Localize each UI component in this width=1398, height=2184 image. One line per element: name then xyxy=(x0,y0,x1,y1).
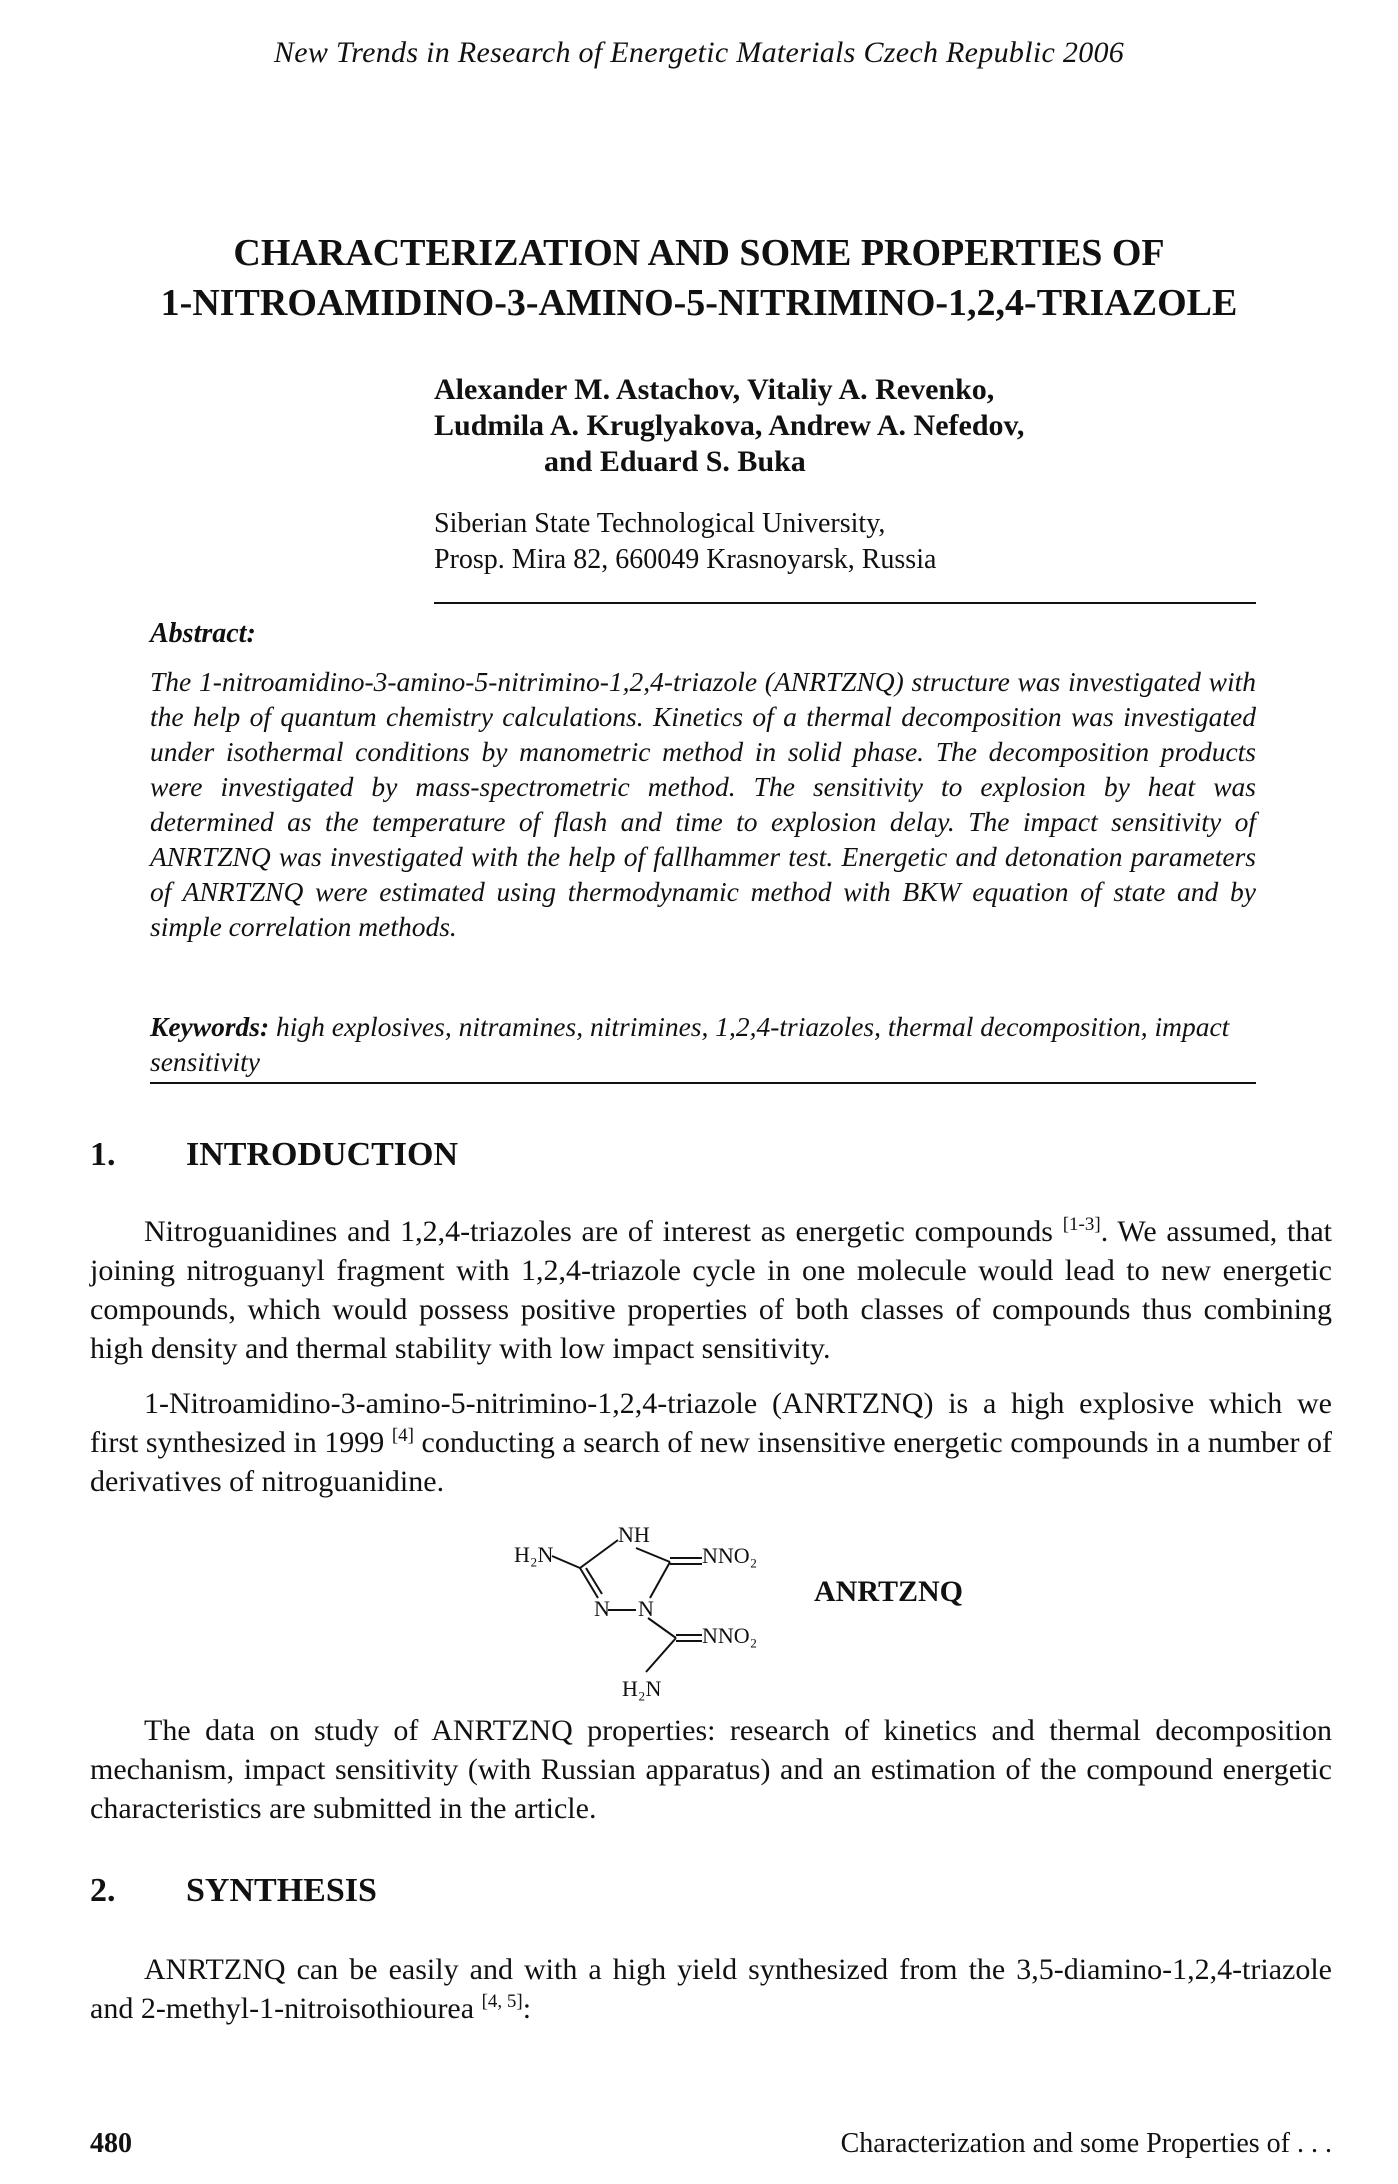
title-line-2: 1-NITROAMIDINO-3-AMINO-5-NITRIMINO-1,2,4-TRIAZOLE xyxy=(160,282,1238,324)
atom-n-ring-left: N xyxy=(594,1596,610,1621)
authors-line-3: and Eduard S. Buka xyxy=(544,445,806,478)
paper-title xyxy=(0,228,1398,328)
molecule-bonds xyxy=(552,1540,702,1672)
intro-p1-text: Nitroguanidines and 1,2,4-triazoles are of interest as energetic compounds xyxy=(144,1215,1063,1248)
running-head: New Trends in Research of Energetic Materials Czech Republic 2006 xyxy=(273,36,1125,69)
intro-p2-text: 1-Nitroamidino-3-amino-5-nitrimino-1,2,4-triazole (ANRTZNQ) is a high explosive which we first synthesized in 1999 xyxy=(90,1387,1332,1459)
atom-h2n-bottom: H₂N xyxy=(622,1676,662,1701)
synthesis-paragraph-1 xyxy=(90,1950,1332,2028)
footer-running-title: Characterization and some Properties of . . . xyxy=(840,2128,1332,2159)
citation-4-5: [4, 5] xyxy=(481,1991,523,2012)
authors xyxy=(434,372,1024,480)
atom-nno2-bottom: NNO₂ xyxy=(702,1623,758,1648)
atom-nh: NH xyxy=(618,1522,650,1547)
section-2-title: SYNTHESIS xyxy=(186,1872,377,1909)
affiliation xyxy=(434,506,936,578)
page-number: 480 xyxy=(90,2128,132,2159)
intro-p1-text-cont: . We assumed, that joining nitroguanyl fragment with 1,2,4-triazole cycle in one molecule would lead to new energetic compounds, which would possess positive properties of both classes of compounds thus combining high density and thermal stability with low impact sensitivity. xyxy=(90,1215,1332,1365)
citation-4: [4] xyxy=(391,1425,414,1446)
keywords-label: Keywords: xyxy=(150,1011,270,1042)
section-2-number: 2. xyxy=(90,1872,116,1909)
abstract-heading: Abstract: xyxy=(150,618,256,649)
citation-1-3: [1-3] xyxy=(1062,1214,1101,1235)
section-1-heading xyxy=(90,1136,458,1174)
intro-p2-text-cont: conducting a search of new insensitive energetic compounds in a number of derivatives of nitroguanidine. xyxy=(90,1426,1332,1498)
section-2-heading xyxy=(90,1872,377,1910)
intro-paragraph-3 xyxy=(90,1711,1332,1828)
affiliation-line-2: Prosp. Mira 82, 660049 Krasnoyarsk, Russia xyxy=(434,544,937,575)
atom-nno2-top: NNO₂ xyxy=(702,1543,758,1568)
keywords-text: high explosives, nitramines, nitrimines, 1,2,4-triazoles, thermal decomposition, impact sensitivity xyxy=(150,1011,1230,1077)
intro-paragraph-1 xyxy=(90,1212,1332,1368)
abstract-top-rule xyxy=(434,602,1256,604)
keywords xyxy=(150,1009,1256,1079)
affiliation-line-1: Siberian State Technological University, xyxy=(434,508,886,539)
atom-n-ring-right: N xyxy=(638,1596,654,1621)
authors-line-1: Alexander M. Astachov, Vitaliy A. Revenko, xyxy=(434,373,995,406)
section-1-title: INTRODUCTION xyxy=(186,1136,459,1173)
intro-p3-text: The data on study of ANRTZNQ properties: research of kinetics and thermal decomposition mechanism, impact sensitivity (with Russian apparatus) and an estimation of the compound energetic characteristics are submitted in the article. xyxy=(90,1714,1332,1825)
anrtznq-structure xyxy=(480,1522,800,1702)
section-1-number: 1. xyxy=(90,1136,116,1173)
atom-h2n-left: H₂N xyxy=(514,1542,554,1567)
synthesis-p1-text: ANRTZNQ can be easily and with a high yield synthesized from the 3,5-diamino-1,2,4-triazole and 2-methyl-1-nitroisothiourea xyxy=(90,1953,1332,2025)
authors-line-2: Ludmila A. Kruglyakova, Andrew A. Nefedov, xyxy=(434,409,1025,442)
title-line-1: CHARACTERIZATION AND SOME PROPERTIES OF xyxy=(233,232,1165,274)
synthesis-p1-text-cont: : xyxy=(522,1992,532,2025)
abstract-text: The 1-nitroamidino-3-amino-5-nitrimino-1,2,4-triazole (ANRTZNQ) structure was investigated with the help of quantum chemistry calculations. Kinetics of a thermal decomposition was investigated under isothermal conditions by manometric method in solid phase. The decomposition products were investigated by mass-spectrometric method. The sensitivity to explosion by heat was determined as the temperature of flash and time to explosion delay. The impact sensitivity of ANRTZNQ was investigated with the help of fallhammer test. Energetic and detonation parameters of ANRTZNQ were estimated using thermodynamic method with BKW equation of state and by simple correlation methods. xyxy=(150,666,1256,942)
intro-paragraph-2 xyxy=(90,1384,1332,1501)
abstract-bottom-rule xyxy=(150,1082,1256,1084)
molecule-label: ANRTZNQ xyxy=(814,1575,963,1608)
